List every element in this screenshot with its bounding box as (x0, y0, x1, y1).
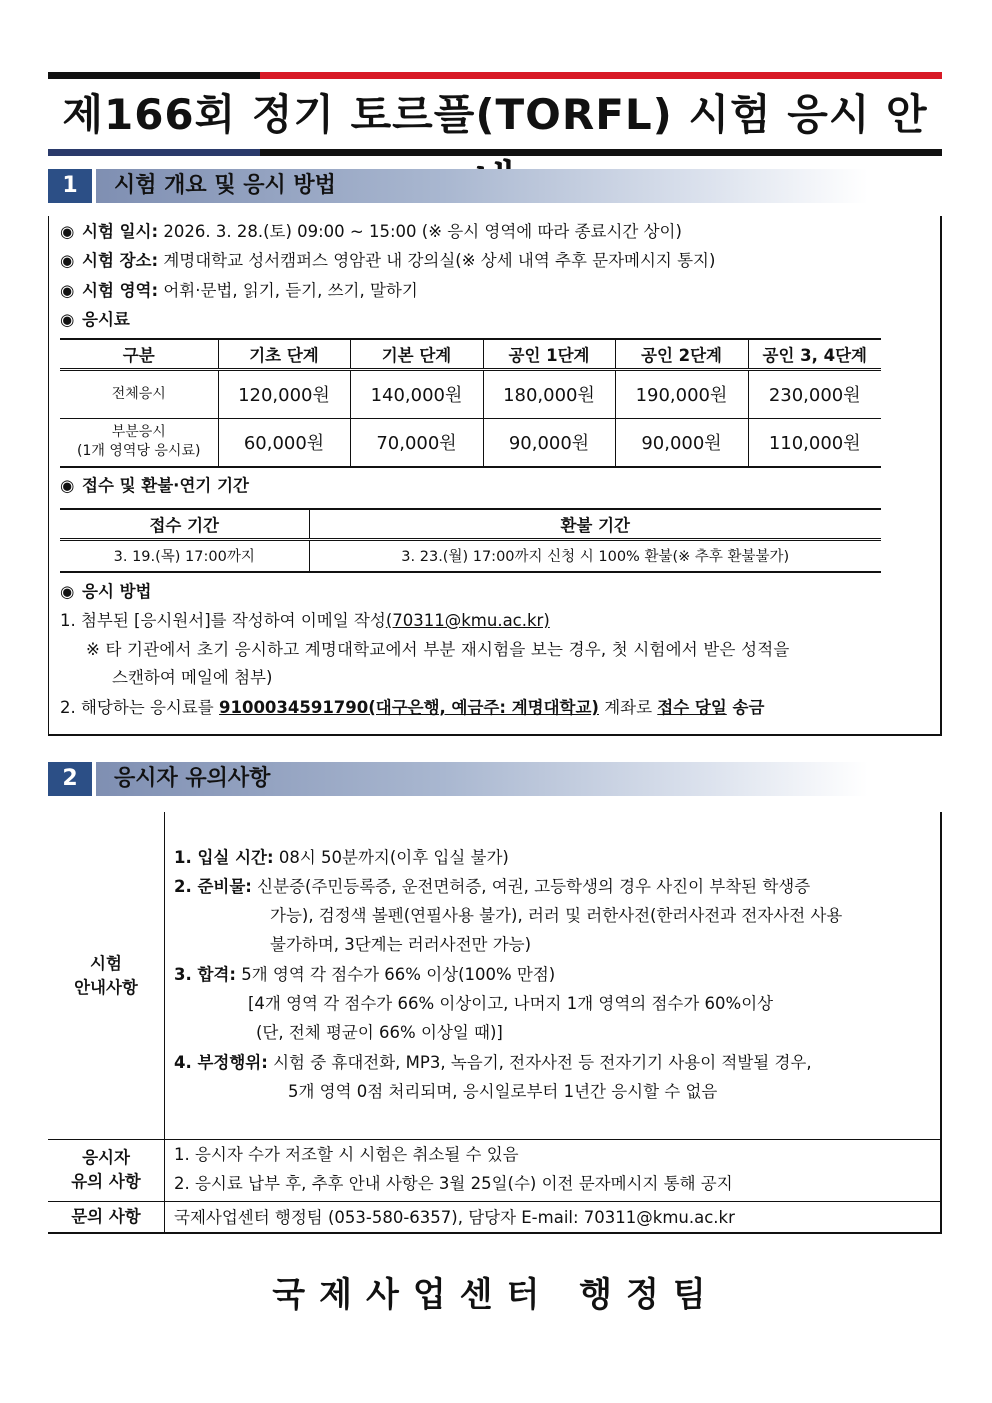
section-1-title: 시험 개요 및 응시 방법 (114, 173, 336, 198)
method-step-1: 1. 첨부된 [응시원서]를 작성하여 이메일 작성(70311@kmu.ac.kr) (60, 611, 550, 630)
row-divider (48, 1201, 942, 1202)
guide-item-4-cont: 5개 영역 0점 처리되며, 응시일로부터 1년간 응시할 수 없음 (288, 1082, 718, 1101)
column-divider (164, 812, 165, 1234)
section-2-number: 2 (48, 762, 92, 796)
exam-date-line: ◉ 시험 일시: 2026. 3. 28.(토) 09:00 ~ 15:00 (※ 응시 영역에 따라 종료시간 상이) (60, 220, 682, 244)
title-rule-bottom-accent (48, 149, 260, 156)
section-1-number: 1 (48, 169, 92, 203)
contact-label: 문의 사항 (71, 1207, 141, 1226)
bullet-icon: ◉ (60, 310, 75, 329)
guide-item-3: 3. 합격: 5개 영역 각 점수가 66% 이상(100% 만점) (174, 965, 556, 984)
guide-item-2-cont: 불가하며, 3단계는 러러사전만 가능) (270, 935, 532, 954)
fee-heading: ◉ 응시료 (60, 308, 130, 332)
exam-place-line: ◉ 시험 장소: 계명대학교 성서캠퍼스 영암관 내 강의실(※ 상세 내역 추후 문자메시지 통지) (60, 249, 715, 273)
title-rule-top-accent (48, 72, 260, 79)
table-row: 전체응시 120,000원 140,000원 180,000원 190,000원 230,000원 (60, 369, 881, 418)
section-2-header (48, 762, 868, 796)
email-link[interactable]: (70311@kmu.ac.kr) (385, 611, 550, 630)
bank-account: 9100034591790(대구은행, 예금주: 계명대학교) (219, 698, 599, 717)
guide-item-2: 2. 준비물: 신분증(주민등록증, 운전면허증, 여권, 고등학생의 경우 사진이 부착된 학생증 (174, 877, 811, 896)
exam-area-line: ◉ 시험 영역: 어휘·문법, 읽기, 듣기, 쓰기, 말하기 (60, 279, 418, 303)
guide-item-3-cont: (단, 전체 평균이 66% 이상일 때)] (256, 1023, 503, 1042)
guide-item-4: 4. 부정행위: 시험 중 휴대전화, MP3, 녹음기, 전자사전 등 전자기기 사용이 적발될 경우, (174, 1053, 812, 1072)
bullet-icon: ◉ (60, 222, 75, 241)
method-heading: ◉ 응시 방법 (60, 580, 152, 604)
note-item-1: 1. 응시자 수가 저조할 시 시험은 취소될 수 있음 (174, 1145, 519, 1164)
period-heading: ◉ 접수 및 환불·연기 기간 (60, 474, 249, 498)
method-note-cont: 스캔하여 메일에 첨부) (112, 668, 273, 687)
method-note: ※ 타 기관에서 초기 응시하고 계명대학교에서 부분 재시험을 보는 경우, 첫 시험에서 받은 성적을 (86, 640, 790, 659)
note-item-2: 2. 응시료 납부 후, 추후 안내 사항은 3월 25일(수) 이전 문자메시지 통해 공지 (174, 1174, 733, 1193)
guide-label: 시험 안내사항 (74, 954, 138, 997)
notes-label: 응시자 유의 사항 (71, 1148, 141, 1191)
table-row: 3. 19.(목) 17:00까지 3. 23.(월) 17:00까지 신청 시 100% 환불(※ 추후 환불불가) (60, 539, 881, 572)
method-step-2: 2. 해당하는 응시료를 9100034591790(대구은행, 예금주: 계명대학교) 계좌로 접수 당일 송금 (60, 698, 765, 717)
section-1-header (48, 169, 868, 203)
bullet-icon: ◉ (60, 251, 75, 270)
period-table-header: 접수 기간 환불 기간 (60, 509, 881, 539)
bullet-icon: ◉ (60, 582, 75, 601)
guide-item-2-cont: 가능), 검정색 볼펜(연필사용 불가), 러러 및 러한사전(한러사전과 전자사전 사용 (270, 906, 843, 925)
guide-item-1: 1. 입실 시간: 08시 50분까지(이후 입실 불가) (174, 848, 509, 867)
footer-organization: 국제사업센터 행정팀 (272, 1275, 720, 1315)
guide-item-3-cont: [4개 영역 각 점수가 66% 이상이고, 나머지 1개 영역의 점수가 60%이상 (248, 994, 774, 1013)
contact-info: 국제사업센터 행정팀 (053-580-6357), 담당자 E-mail: 70311@kmu.ac.kr (174, 1208, 735, 1227)
section-2-title: 응시자 유의사항 (114, 766, 271, 791)
fee-table (60, 338, 881, 468)
fee-table-header: 구분 기초 단계 기본 단계 공인 1단계 공인 2단계 공인 3, 4단계 (60, 339, 881, 369)
bullet-icon: ◉ (60, 476, 75, 495)
page-title: 제166회 정기 토르플(TORFL) 시험 응시 안 (62, 90, 928, 139)
period-table (60, 508, 881, 573)
bullet-icon: ◉ (60, 281, 75, 300)
table-row: 부분응시 (1개 영역당 응시료) 60,000원 70,000원 90,000원 90,000원 110,000원 (60, 418, 881, 467)
